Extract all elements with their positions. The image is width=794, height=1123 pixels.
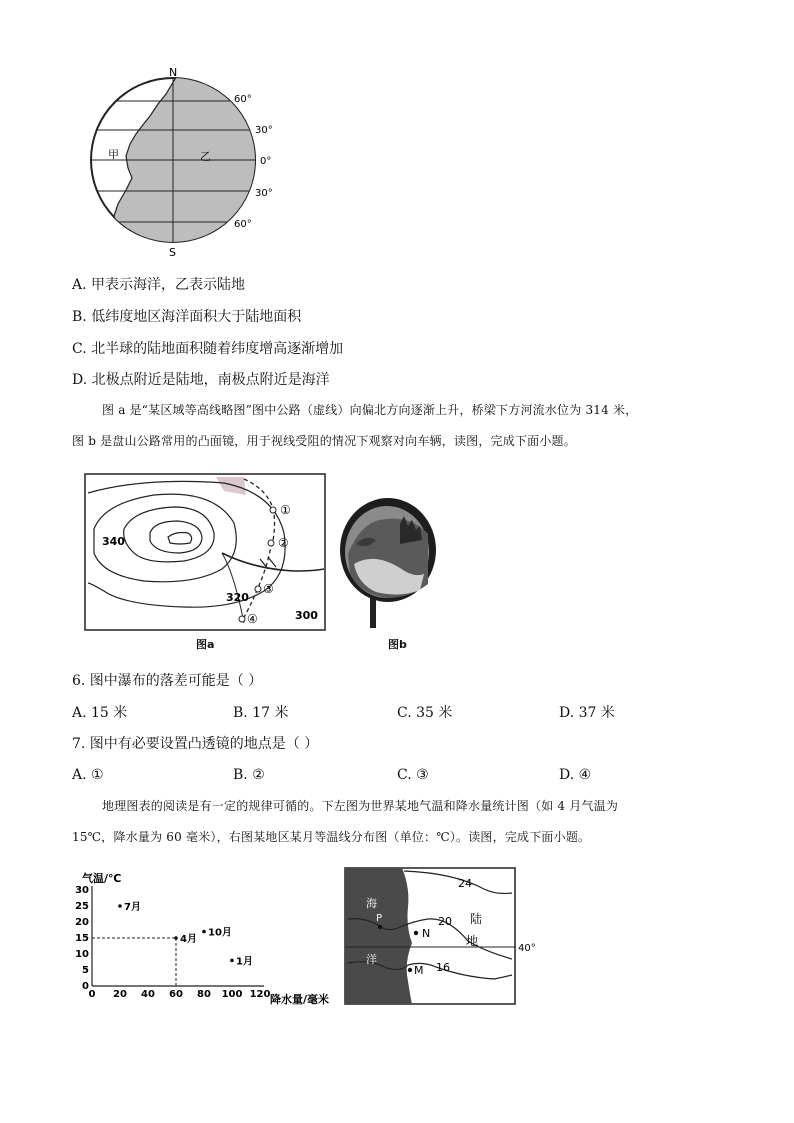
label-sea-1: 海 (366, 897, 377, 910)
label-jia: 甲 (108, 148, 119, 161)
data-point-label: 10月 (208, 927, 232, 939)
contour-340-label: 340 (102, 535, 125, 548)
point-3: ③ (263, 582, 274, 596)
x-tick-label: 100 (221, 989, 243, 1000)
point-2: ② (278, 536, 289, 550)
data-point (202, 930, 206, 934)
q5-option-a: A. 甲表示海洋，乙表示陆地 (72, 277, 246, 293)
q6-option-a: A. 15 米 (72, 705, 128, 721)
x-tick-label: 120 (249, 989, 271, 1000)
contour-320-label: 320 (226, 591, 249, 604)
q5-option-c: C. 北半球的陆地面积随着纬度增高逐渐增加 (72, 341, 344, 357)
chart-xlabel: 降水量/毫米 (270, 993, 330, 1006)
q7-option-a: A. ① (72, 767, 104, 783)
data-point (118, 904, 122, 908)
q6-option-b: B. 17 米 (233, 705, 289, 721)
north-label: N (169, 66, 178, 79)
point-1: ① (280, 503, 291, 517)
point-n-label: N (422, 927, 431, 940)
x-tick-label: 0 (88, 989, 96, 1000)
point-p-label: P (376, 913, 383, 924)
x-tick-label: 80 (197, 989, 211, 1000)
data-point-label: 1月 (236, 956, 253, 968)
south-label: S (169, 246, 176, 259)
isotherm-20-label: 20 (438, 915, 452, 928)
y-tick-label: 10 (75, 949, 89, 960)
lat-0-label: 0° (260, 156, 272, 167)
isotherm-24-label: 24 (458, 877, 472, 890)
contour-map (84, 473, 328, 633)
temperature-precipitation-chart (72, 870, 340, 1006)
y-tick-label: 25 (75, 901, 89, 912)
label-yi: 乙 (200, 150, 211, 163)
sea-area (345, 868, 412, 1004)
lat-30s-label: 30° (255, 188, 273, 199)
passage-climate-line1: 地理图表的阅读是有一定的规律可循的。下左图为世界某地气温和降水量统计图（如 4 月气温为 (102, 799, 619, 813)
q5-option-d: D. 北极点附近是陆地，南极点附近是海洋 (72, 372, 330, 388)
x-tick-label: 60 (169, 989, 183, 1000)
point-4: ④ (247, 612, 258, 626)
lat-30n-label: 30° (255, 125, 273, 136)
y-tick-label: 0 (82, 981, 89, 992)
y-tick-label: 15 (75, 933, 89, 944)
q7-stem: 7. 图中有必要设置凸透镜的地点是（ ） (72, 736, 319, 752)
data-point (230, 959, 234, 963)
convex-mirror-photo (340, 494, 450, 632)
isotherm-16-label: 16 (436, 961, 450, 974)
q7-option-b: B. ② (233, 767, 265, 783)
caption-figure-b: 图b (388, 638, 407, 651)
point-m-label: M (414, 964, 424, 977)
latitude-40-label: 40° (518, 943, 536, 954)
data-point-label: 4月 (180, 934, 197, 945)
x-tick-label: 20 (113, 989, 127, 1000)
data-point-label: 7月 (124, 902, 141, 913)
label-land-2: 地 (466, 934, 479, 948)
hemisphere-diagram (80, 64, 290, 264)
chart-ylabel: 气温/℃ (82, 872, 122, 885)
y-tick-label: 5 (82, 965, 89, 976)
isotherm-map (344, 867, 542, 1007)
contour-300-label: 300 (295, 609, 318, 622)
q6-option-d: D. 37 米 (559, 705, 615, 721)
x-tick-label: 40 (141, 989, 155, 1000)
lat-60s-label: 60° (234, 219, 252, 230)
data-point (174, 936, 178, 940)
passage-climate-line2: 15℃，降水量为 60 毫米），右图某地区某月等温线分布图（单位：℃）。读图，完成下面小题。 (72, 830, 591, 844)
passage-ab-line2: 图 b 是盘山公路常用的凸面镜，用于视线受阻的情况下观察对向车辆，读图，完成下面小题。 (72, 434, 576, 448)
passage-ab-line1: 图 a 是“某区域等高线略图”图中公路（虚线）向偏北方向逐渐上升，桥梁下方河流水位为 314 米， (102, 403, 638, 417)
y-tick-label: 20 (75, 917, 89, 928)
q7-option-c: C. ③ (397, 767, 429, 783)
caption-figure-a: 图a (196, 638, 215, 651)
q6-stem: 6. 图中瀑布的落差可能是（ ） (72, 673, 263, 689)
label-land-1: 陆 (470, 912, 483, 926)
q7-option-d: D. ④ (559, 767, 592, 783)
y-tick-label: 30 (75, 885, 89, 896)
label-sea-2: 洋 (366, 953, 377, 966)
q5-option-b: B. 低纬度地区海洋面积大于陆地面积 (72, 309, 302, 325)
lat-60n-label: 60° (234, 94, 252, 105)
q6-option-c: C. 35 米 (397, 705, 453, 721)
